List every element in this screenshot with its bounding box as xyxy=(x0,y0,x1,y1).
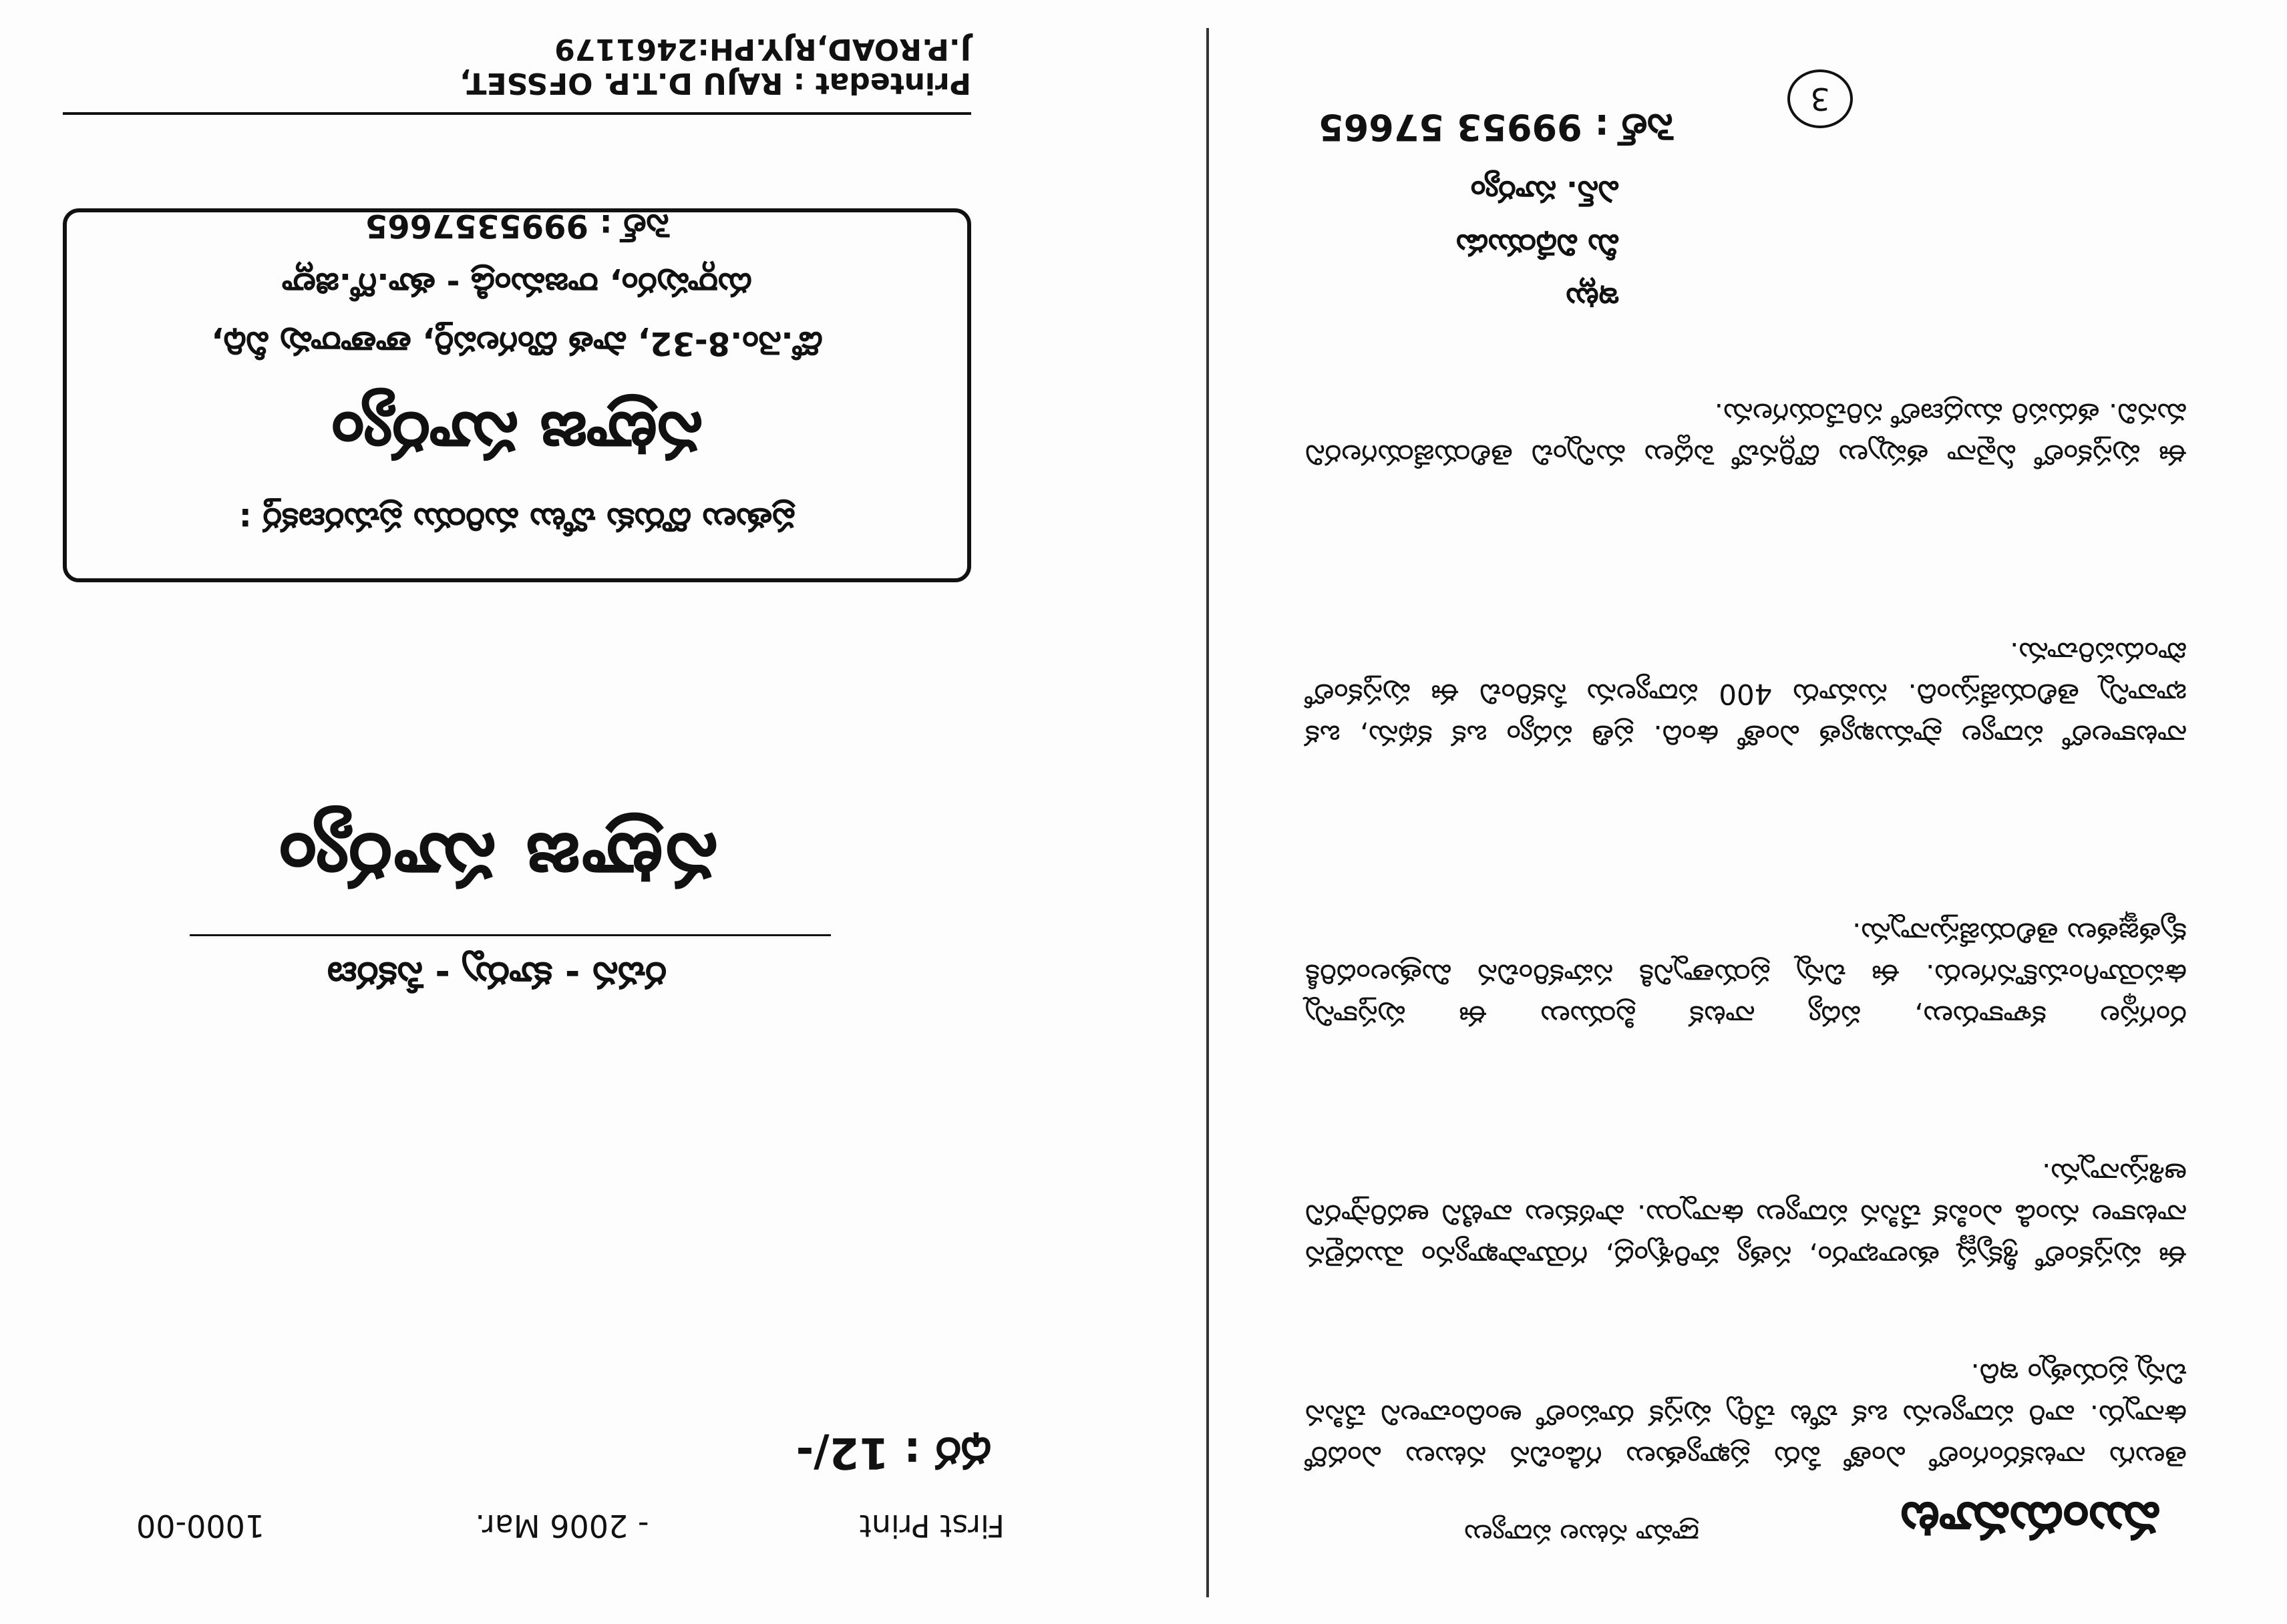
title-page xyxy=(0,0,1051,1624)
preface-paragraph: తెలుగు నాటకరంగంలో ఎంతో పేరు ప్రఖ్యాతులు గడించిన నటులు ఎందరో ఉన్నారు. వారి పద్యాలను ఒక చోట చేర్చి పుస్తక రూపంలో అందించాలని చేసిన చిన్న ప్రయత్నం ఇది. xyxy=(1305,1358,2187,1473)
publisher-name: నట్రాజ సూర్యం xyxy=(331,398,703,473)
printer-credit: Printedat : RAJU D.T.P. OFSSET, J.P.ROAD,RJY.PH:2461179 xyxy=(63,32,971,115)
preface-paragraph: ఈ పుస్తకంలో శ్రీకృష్ణ తులాభారం, సత్య హరిశ్చంద్ర, గయోపాఖ్యానం మొదలైన నాటకాల నుండి ఎంపిక చేసిన పద్యాలు ఉన్నాయి. పాఠకులు వాటిని ఆదరిస్తారని ఆశిస్తున్నాను. xyxy=(1305,1157,2187,1273)
signoff-name: ఎన్. సూర్యం xyxy=(1470,174,1619,208)
address-line-2: దుర్గాపురం, రాజమండ్రి - తూ.గో.జిల్లా xyxy=(282,266,752,303)
preface-subheading: డ్రామా నటుల పద్యాలు xyxy=(1464,1518,1699,1549)
preface-paragraph: రంగస్థల కళాకారులు, పద్య నాటక ప్రియులు ఈ పుస్తకాన్ని ఉపయోగించుకొనగలరు. ఈ చిన్న ప్రయత్నానికి సహకరించిన మిత్రులందరికీ కృతజ్ఞతలు తెలియజేస్తున్నాను. xyxy=(1305,917,2187,1032)
address-line-1: డో.నెం.8-32, పాత దొంగలపర్తి, తాతారావు వీధి, xyxy=(211,325,823,362)
publisher-phone: సెల్ : 9995357665 xyxy=(365,207,669,244)
signoff-label: ఇట్లు xyxy=(1566,281,1619,315)
print-date: - 2006 Mar. xyxy=(475,1508,649,1544)
price-label: ధర : xyxy=(903,1428,991,1477)
first-print-label: First Print xyxy=(859,1508,1005,1544)
price-value: 12/- xyxy=(796,1428,889,1477)
book-title: నట్రాజ సూర్యం xyxy=(277,817,717,903)
page-spine xyxy=(1206,28,1209,1597)
publisher-box xyxy=(63,208,971,582)
price xyxy=(796,1418,991,1477)
signoff-title: మీ విధేయుడు xyxy=(1456,228,1619,262)
copies-count: 1000-00 xyxy=(136,1508,265,1544)
preface-paragraph: ఈ పుస్తకంలో ఏవైనా తప్పులు దొర్లినచో పెద్దలు మన్నించి తెలియజేయగలరని మనవి. తదుపరి ముద్రణలో సరిచేయగలను. xyxy=(1305,397,2187,471)
preface-page xyxy=(1225,0,2287,1624)
print-info xyxy=(136,1508,1005,1544)
page-number: 3 xyxy=(1787,69,1853,128)
publisher-heading: ప్రతులు దొరుకు చోటు మరియు ప్రచురణకర్త : xyxy=(238,501,796,538)
preface-paragraph: నాటకాలలో పద్యాల ప్రాముఖ్యత ఎంతో ఉంది. ప్రతి పద్యం ఒక కథను, ఒక భావాన్ని తెలియజేస్తుంది. సుమారు 400 పద్యాలను సేకరించి ఈ పుస్తకంలో పొందుపరిచాను. xyxy=(1305,636,2187,752)
title-rule xyxy=(190,934,831,936)
book-subtitle: రచన - కూర్పు - సేకరణ xyxy=(327,954,667,996)
preface-phone: సెల్ : 99953 57665 xyxy=(1318,106,1673,148)
preface-heading: ముందుమాట xyxy=(1900,1491,2160,1551)
